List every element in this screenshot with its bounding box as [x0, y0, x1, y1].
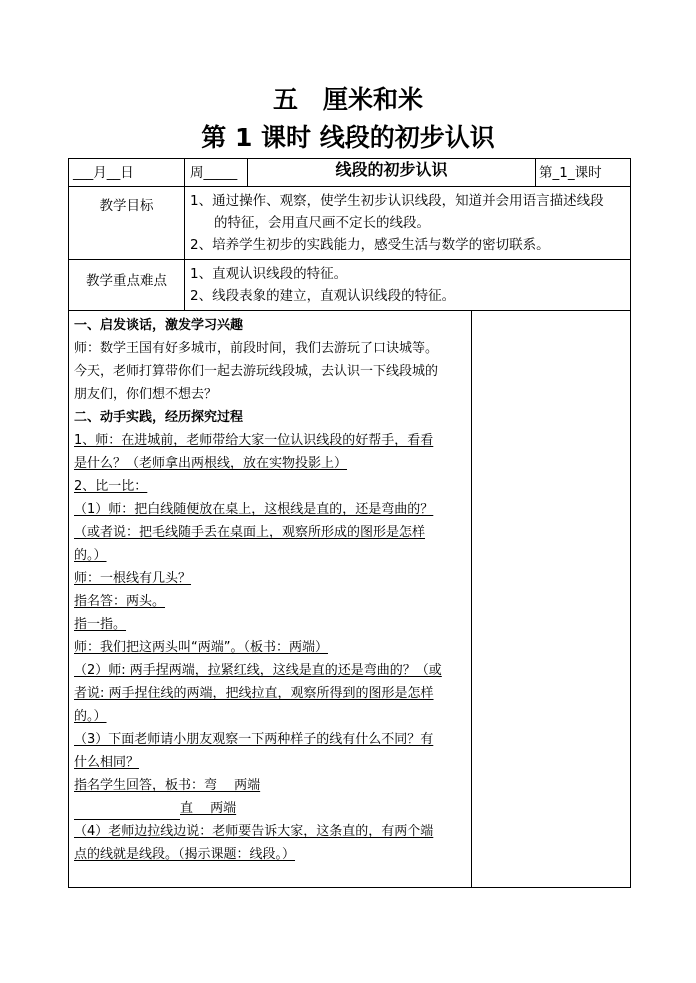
process-line: （1）师：把白线随便放在桌上，这根线是直的，还是弯曲的？	[74, 502, 434, 517]
chapter-title: 五 厘米和米	[272, 85, 423, 114]
objectives-label: 教学目标	[99, 198, 154, 214]
process-line: 师：我们把这两头叫“两端”。（板书：两端）	[74, 640, 328, 655]
process-line: 的。）	[74, 548, 107, 563]
date-cell	[73, 162, 183, 184]
lesson-title: 第 1 课时 线段的初步认识	[201, 123, 495, 152]
section-heading: 一、启发谈话，激发学习兴趣	[74, 318, 244, 333]
week-field: 周_____	[190, 165, 238, 181]
process-line: 点的线就是线段。（揭示课题：线段。）	[74, 847, 296, 862]
row-divider	[69, 186, 630, 187]
process-line: 2、比一比：	[74, 479, 148, 494]
section-heading: 二、动手实践，经历探究过程	[74, 410, 244, 425]
process-line: 1、师：在进城前，老师带给大家一位认识线段的好帮手，看看	[74, 433, 434, 448]
process-line: （3）下面老师请小朋友观察一下两种样子的线有什么不同？有	[74, 732, 434, 747]
process-line: （4）老师边拉线边说：老师要告诉大家，这条直的，有两个端	[74, 824, 434, 839]
objectives-content	[190, 190, 626, 256]
lesson-number: 第_1_课时	[539, 165, 602, 181]
row-divider	[69, 259, 630, 260]
lesson-number-cell	[539, 162, 629, 184]
teaching-process	[74, 314, 470, 866]
process-line: 指名答：两头。	[74, 594, 166, 609]
key-points-content	[190, 263, 626, 307]
process-line: 师：一根线有几头？	[74, 571, 192, 586]
key-point-line: 1、直观认识线段的特征。	[190, 266, 348, 282]
process-line: 指一指。	[74, 617, 127, 632]
process-line: 的。）	[74, 709, 107, 724]
topic-cell	[248, 159, 535, 181]
key-points-label: 教学重点难点	[86, 273, 167, 289]
column-divider	[535, 159, 536, 186]
process-line: 师：数学王国有好多城市，前段时间，我们去游玩了口诀城等。	[74, 341, 439, 356]
process-line: 朋友们，你们想不想去？	[74, 387, 218, 402]
column-divider	[184, 159, 185, 310]
board-underline	[74, 806, 180, 820]
process-line: 什么相同？	[74, 755, 140, 770]
objective-line: 1、通过操作、观察，使学生初步认识线段，知道并会用语言描述线段	[190, 193, 604, 209]
process-line: 指名学生回答，板书：弯 两端	[74, 778, 261, 793]
board-text: 直 两端	[180, 801, 237, 816]
process-line: 者说: 两手捏住线的两端，把线拉直，观察所得到的图形是怎样	[74, 686, 434, 701]
objective-line: 2、培养学生初步的实践能力，感受生活与数学的密切联系。	[190, 237, 550, 253]
week-cell	[190, 162, 246, 184]
process-line: （或者说：把毛线随手丢在桌面上，观察所形成的图形是怎样	[74, 525, 426, 540]
process-line: （2）师: 两手捏两端，拉紧红线，这线是直的还是弯曲的？（或	[74, 663, 442, 678]
date-field: ___月__日	[73, 165, 134, 181]
lesson-topic: 线段的初步认识	[335, 160, 448, 179]
board-line	[74, 797, 470, 820]
process-line: 是什么？（老师拿出两根线，放在实物投影上）	[74, 456, 348, 471]
objective-line: 的特征，会用直尺画不定长的线段。	[214, 215, 430, 231]
process-line: 今天，老师打算带你们一起去游玩线段城，去认识一下线段城的	[74, 364, 439, 379]
lesson-plan-table	[68, 158, 631, 888]
key-point-line: 2、线段表象的建立，直观认识线段的特征。	[190, 288, 456, 304]
row-divider	[69, 310, 630, 311]
column-divider	[471, 310, 472, 887]
